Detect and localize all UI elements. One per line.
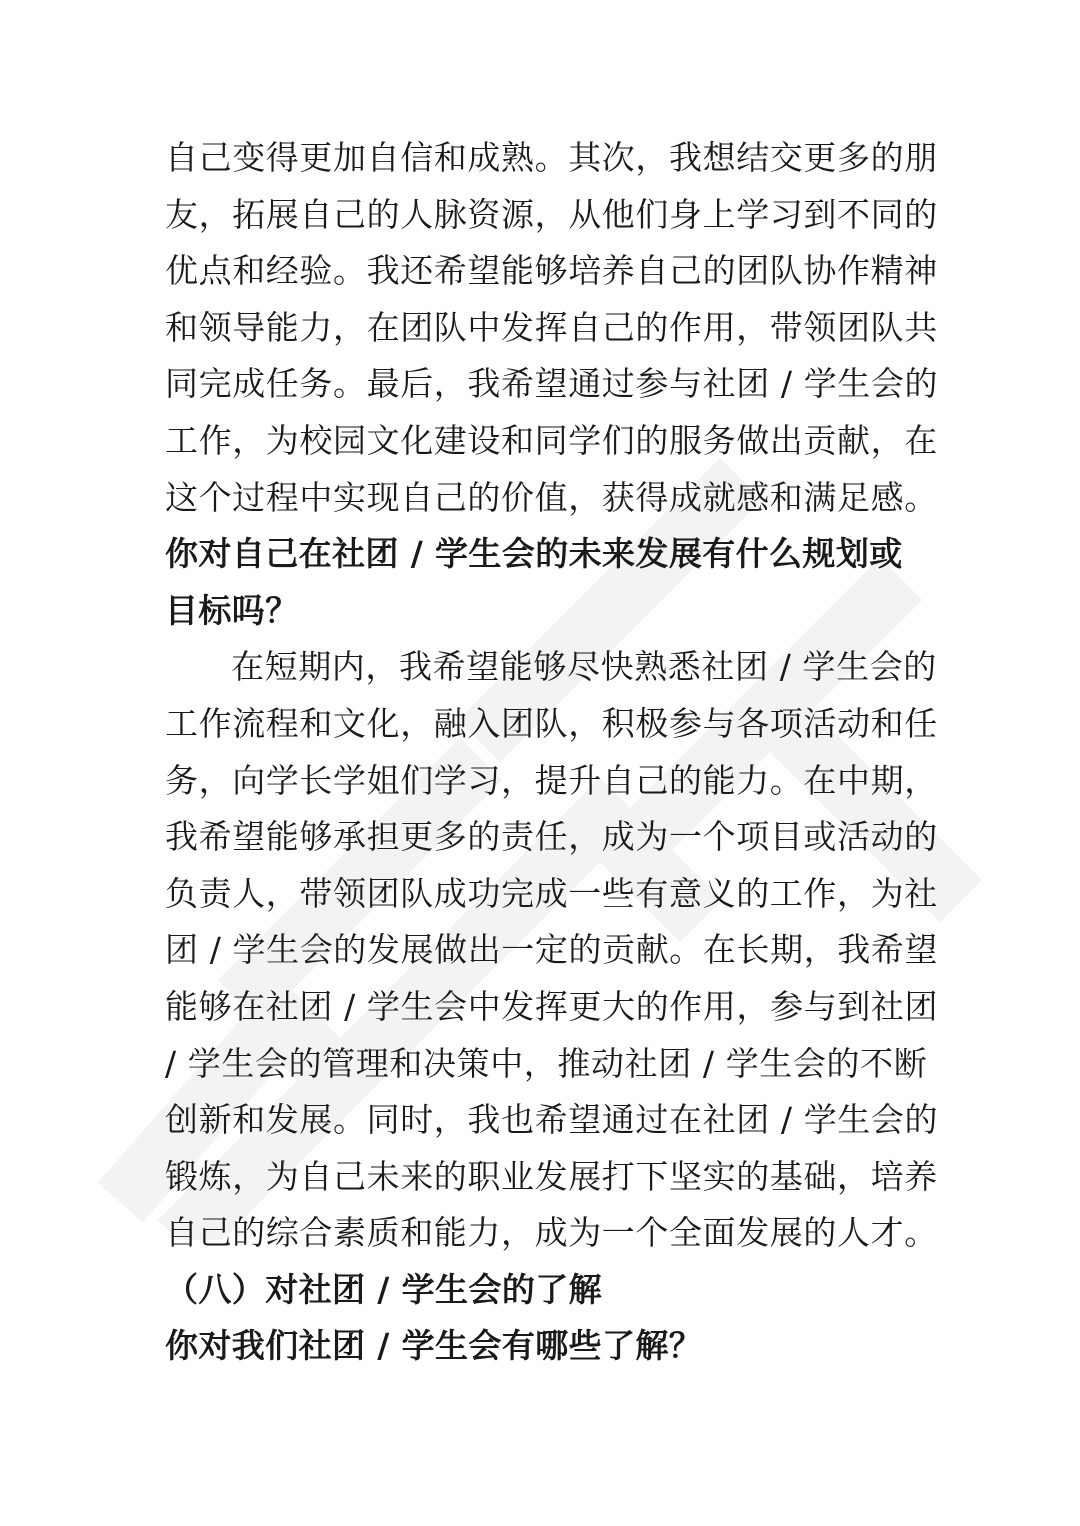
text-line: 自己的综合素质和能力，成为一个全面发展的人才。 — [165, 1213, 938, 1253]
text-line: 我希望能够承担更多的责任，成为一个项目或活动的 — [165, 817, 938, 857]
text-line: 创新和发展。同时，我也希望通过在社团 / 学生会的 — [165, 1100, 939, 1140]
section-heading: （八）对社团 / 学生会的了解 — [165, 1269, 603, 1309]
text-line: 务，向学长学姐们学习，提升自己的能力。在中期， — [165, 760, 938, 800]
text-line: 工作流程和文化，融入团队，积极参与各项活动和任 — [165, 703, 938, 743]
answer-paragraph-goals — [165, 130, 939, 526]
text-line: 优点和经验。我还希望能够培养自己的团队协作精神 — [165, 251, 938, 291]
text-line: 同完成任务。最后，我希望通过参与社团 / 学生会的 — [165, 364, 939, 404]
answer-paragraph-plan — [165, 639, 939, 1262]
document-body — [165, 130, 939, 1375]
text-line: / 学生会的管理和决策中，推动社团 / 学生会的不断 — [165, 1043, 928, 1083]
text-line: 负责人，带领团队成功完成一些有意义的工作，为社 — [165, 873, 938, 913]
text-line: 能够在社团 / 学生会中发挥更大的作用，参与到社团 — [165, 986, 939, 1026]
text-line: 这个过程中实现自己的价值，获得成就感和满足感。 — [165, 477, 938, 517]
question-line: 目标吗？ — [165, 590, 299, 630]
question-line: 你对自己在社团 / 学生会的未来发展有什么规划或 — [165, 534, 903, 574]
text-line: 锻炼，为自己未来的职业发展打下坚实的基础，培养 — [165, 1156, 938, 1196]
text-line: 和领导能力，在团队中发挥自己的作用，带领团队共 — [165, 307, 938, 347]
text-line: 工作，为校园文化建设和同学们的服务做出贡献，在 — [165, 420, 938, 460]
text-line: 友，拓展自己的人脉资源，从他们身上学习到不同的 — [165, 194, 938, 234]
text-line: 在短期内，我希望能够尽快熟悉社团 / 学生会的 — [231, 647, 937, 687]
question-understanding: 你对我们社团 / 学生会有哪些了解？ — [165, 1326, 703, 1366]
text-line: 自己变得更加自信和成熟。其次，我想结交更多的朋 — [165, 138, 938, 177]
question-future-plan — [165, 526, 915, 639]
text-line: 团 / 学生会的发展做出一定的贡献。在长期，我希望 — [165, 930, 939, 970]
